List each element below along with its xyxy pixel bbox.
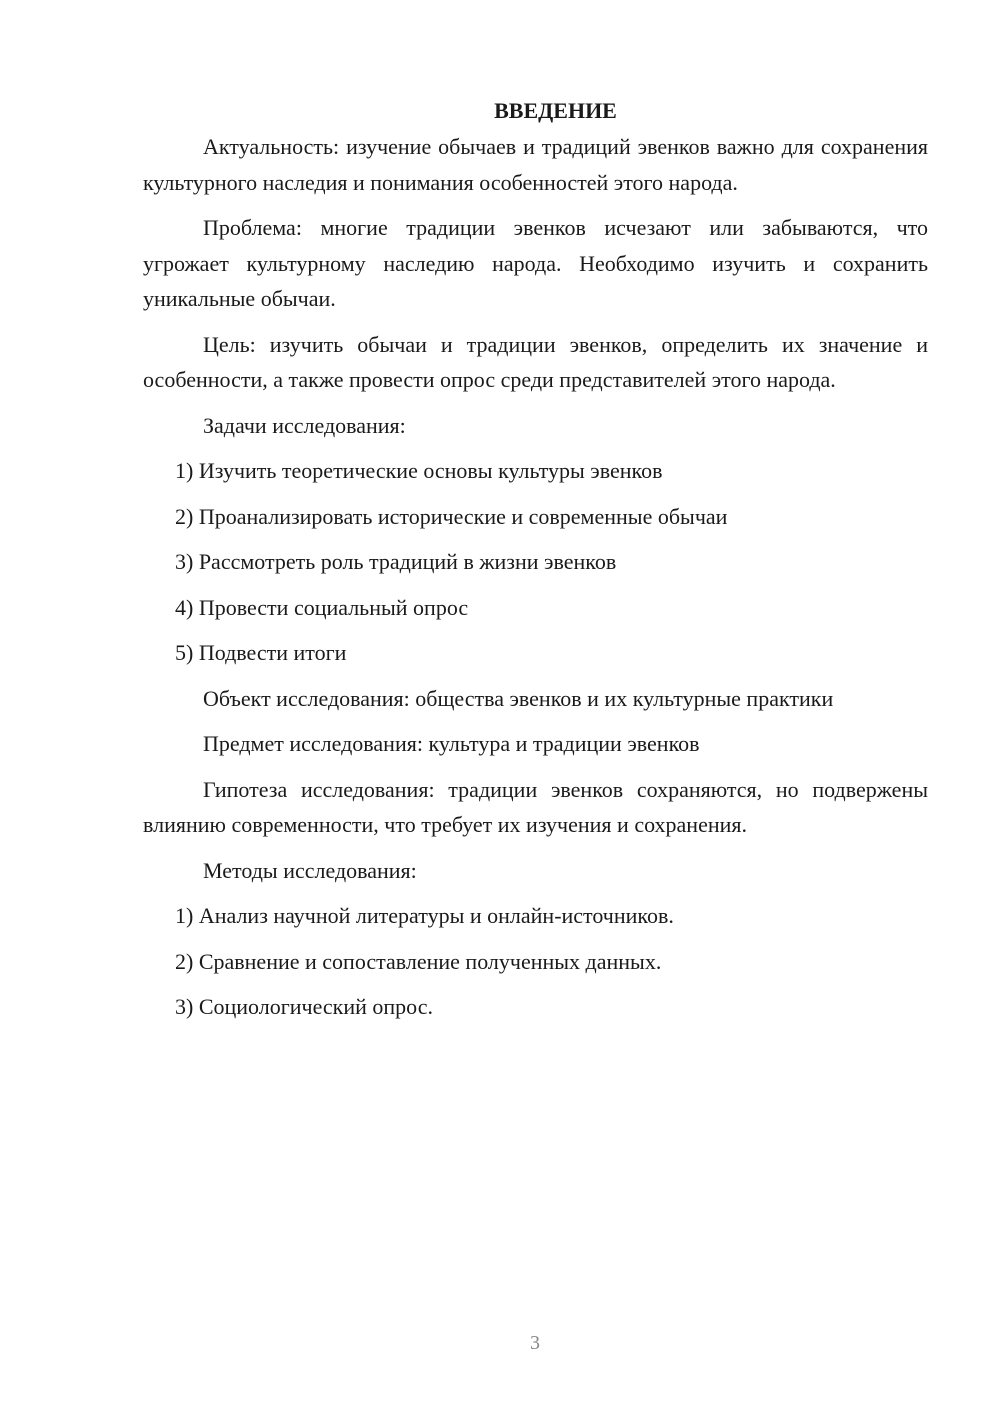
task-item: 5) Подвести итоги xyxy=(175,640,347,665)
method-item: 2) Сравнение и сопоставление полученных данных. xyxy=(175,948,662,974)
hypothesis-paragraph: Гипотеза исследования: традиции эвенков сохраняются, но подвержены влиянию современности, что требует их изучения и сохранения. xyxy=(143,776,928,837)
task-item: 4) Провести социальный опрос xyxy=(175,594,469,620)
method-item: 3) Социологический опрос. xyxy=(175,994,433,1019)
page-title: ВВЕДЕНИЕ xyxy=(494,98,617,123)
task-item: 2) Проанализировать исторические и современные обычаи xyxy=(175,503,728,529)
object-line: Объект исследования: общества эвенков и их культурные практики xyxy=(203,685,834,711)
method-item: 1) Анализ научной литературы и онлайн-источников. xyxy=(175,903,674,928)
methods-heading: Методы исследования: xyxy=(203,857,417,883)
page-number: 3 xyxy=(530,1332,540,1354)
relevance-paragraph: Актуальность: изучение обычаев и традиций эвенков важно для сохранения культурного наследия и понимания особенностей этого народа. xyxy=(143,134,928,195)
subject-line: Предмет исследования: культура и традиции эвенков xyxy=(203,731,700,756)
task-item: 1) Изучить теоретические основы культуры эвенков xyxy=(175,458,663,483)
page-content xyxy=(143,93,928,1035)
problem-paragraph: Проблема: многие традиции эвенков исчезают или забываются, что угрожает культурному наследию народа. Необходимо изучить и сохранить уникальные обычаи. xyxy=(143,215,928,311)
goal-paragraph: Цель: изучить обычаи и традиции эвенков, определить их значение и особенности, а также провести опрос среди представителей этого народа. xyxy=(143,331,928,392)
task-item: 3) Рассмотреть роль традиций в жизни эвенков xyxy=(175,549,617,574)
tasks-heading: Задачи исследования: xyxy=(203,412,406,438)
